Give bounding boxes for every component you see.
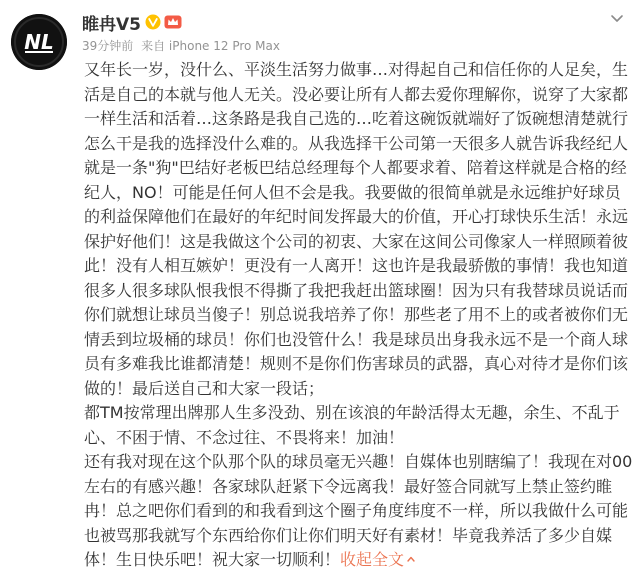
post-source: 来自 iPhone 12 Pro Max [141, 39, 280, 53]
username[interactable]: 睢冉V5 [82, 14, 141, 35]
collapse-arrow-icon [406, 554, 416, 564]
avatar[interactable] [11, 14, 67, 70]
collapse-button[interactable] [340, 550, 416, 569]
avatar-logo-text: NL [24, 30, 54, 54]
collapse-label: 收起全文 [340, 550, 405, 569]
member-crown-icon[interactable] [164, 14, 182, 30]
post-time[interactable]: 39分钟前 [82, 39, 134, 53]
post-content [84, 58, 634, 573]
verified-v-icon [145, 14, 161, 30]
post-meta [82, 37, 601, 54]
avatar-logo [11, 14, 67, 70]
post-text: 又年长一岁，没什么、平淡生活努力做事…对得起自己和信任你的人足矣，生活是自己的本就与他人无关。没必要让所有人都去爱你理解你，说穿了大家都一样生活和活着…这条路是我自己选的…吃着这碗饭就端好了饭碗想清楚就行怎么干是我的选择没什么难的。从我选择干公司第一天很多人就告诉我经纪人就是一条"狗"巴结好老板巴结总经理每个人都要求着、陪着这样就是合格的经纪人，NO！可能是任何人但不会是我。我要做的很简单就是永远维护好球员的利益保障他们在最好的年纪时间发挥最大的价值，开心打球快乐生活！永远保护好他们！这是我做这个公司的初衷、大家在这间公司像家人一样照顾着彼此！没有人相互嫉妒！更没有一人离开！这也许是我最骄傲的事情！我也知道很多人很多球队恨我恨不得撕了我把我赶出篮球圈！因为只有我替球员说话而你们就想让球员当傻子！别总说我培养了你！那些老了用不上的或者被你们无情丢到垃圾桶的球员！你们也没管什么！我是球员出身我永远不是一个商人球员有多难我比谁都清楚！规则不是你们伤害球员的武器，真心对待才是你们该做的！最后送自己和大家一段话； 都TM按常理出牌那人生多没劲、别在该浪的年龄活得太无趣，余生、不乱于心、不困于情、不念过往、不畏将来！加油！ 还有我对现在这个队那个队的球员毫无兴趣！自媒体也别瞎编了！我现在对00左右的有感兴趣！各家球队赶紧下令远离我！最好签合同就写上禁止签约睢冉！总之吧你们看到的和我看到这个圈子角度纬度不一样，所以我做什么可能也被骂那我就写个东西给你们让你们明天好有素材！毕竟我养活了多少自媒体！生日快乐吧！祝大家一切顺利！ [84, 60, 633, 569]
post-header [82, 10, 601, 54]
name-row [82, 10, 601, 34]
chevron-down-icon[interactable] [606, 10, 628, 26]
